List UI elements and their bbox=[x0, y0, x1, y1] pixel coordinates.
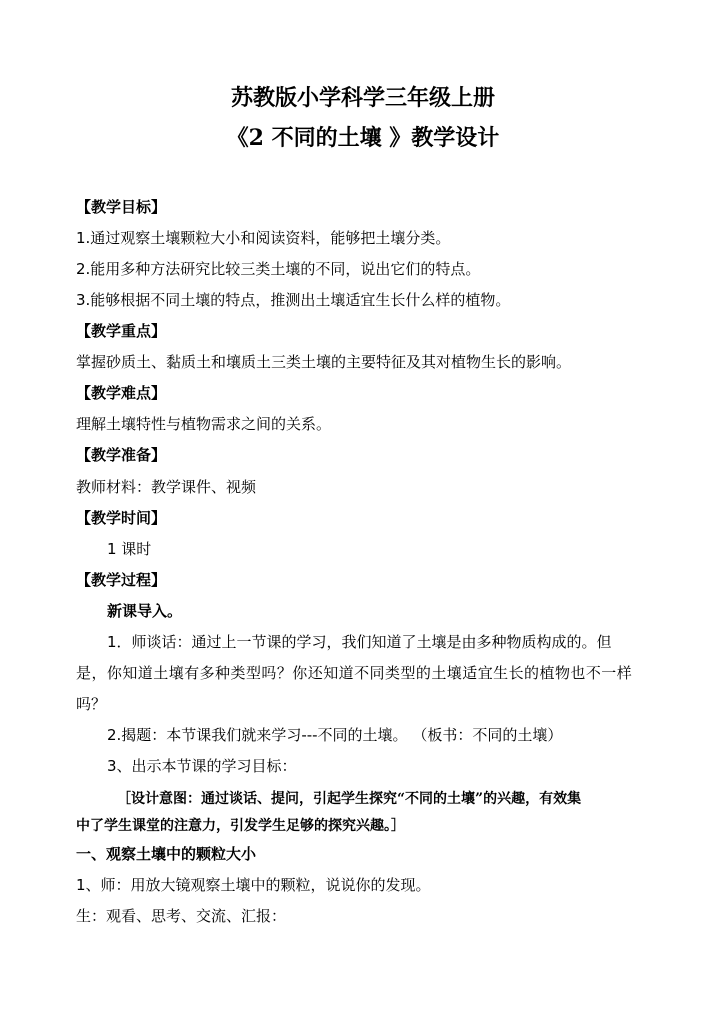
goal-item: 2.能用多种方法研究比较三类土壤的不同，说出它们的特点。 bbox=[76, 260, 481, 278]
intro-reveal: 2.揭题：本节课我们就来学习---不同的土壤。 （板书：不同的土壤） bbox=[107, 726, 563, 744]
intro-paragraph-line: 1．师谈话：通过上一节课的学习，我们知道了土壤是由多种物质构成的。但 bbox=[107, 633, 612, 651]
intro-heading: 新课导入。 bbox=[107, 602, 183, 620]
difficulty-heading: 【教学难点】 bbox=[76, 384, 167, 402]
goals-heading: 【教学目标】 bbox=[76, 198, 167, 216]
part1-heading: 一、观察土壤中的颗粒大小 bbox=[76, 845, 257, 863]
goal-item: 1.通过观察土壤颗粒大小和阅读资料，能够把土壤分类。 bbox=[76, 229, 451, 247]
key-text: 掌握砂质土、黏质土和壤质土三类土壤的主要特征及其对植物生长的影响。 bbox=[76, 353, 572, 371]
part1-step: 1、师：用放大镜观察土壤中的颗粒，说说你的发现。 bbox=[76, 876, 431, 894]
design-note-line: 中了学生课堂的注意力，引发学生足够的探究兴趣。］ bbox=[76, 818, 405, 834]
part1-student: 生：观看、思考、交流、汇报： bbox=[76, 907, 287, 925]
document-title-line1: 苏教版小学科学三年级上册 bbox=[230, 85, 495, 111]
key-heading: 【教学重点】 bbox=[76, 322, 167, 340]
time-heading: 【教学时间】 bbox=[76, 509, 167, 527]
goal-item: 3.能够根据不同土壤的特点，推测出土壤适宜生长什么样的植物。 bbox=[76, 291, 511, 309]
intro-paragraph-line: 吗？ bbox=[76, 695, 107, 713]
prep-text: 教师材料：教学课件、视频 bbox=[76, 478, 257, 496]
difficulty-text: 理解土壤特性与植物需求之间的关系。 bbox=[76, 415, 332, 433]
time-text: 1 课时 bbox=[107, 540, 152, 558]
document-title-line2: 《2 不同的土壤 》教学设计 bbox=[226, 125, 500, 151]
prep-heading: 【教学准备】 bbox=[76, 446, 167, 464]
intro-goals-show: 3、出示本节课的学习目标： bbox=[107, 757, 297, 775]
design-note-line: ［设计意图：通过谈话、提问，引起学生探究“不同的土壤”的兴趣，有效集 bbox=[117, 791, 582, 807]
process-heading: 【教学过程】 bbox=[76, 571, 167, 589]
intro-paragraph-line: 是，你知道土壤有多种类型吗？你还知道不同类型的土壤适宜生长的植物也不一样 bbox=[76, 664, 633, 682]
